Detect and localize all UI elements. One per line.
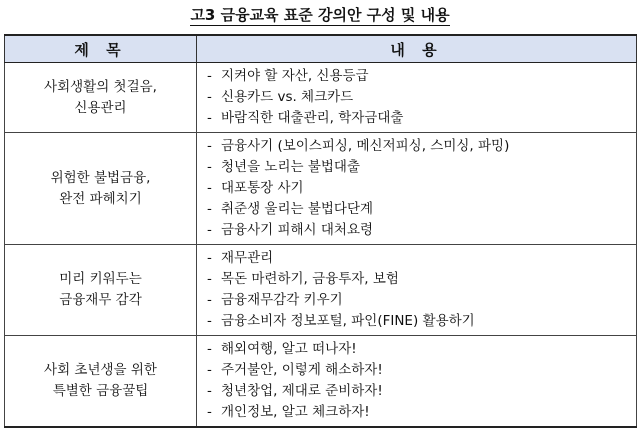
header-topic: 제 목: [5, 35, 197, 63]
content-item: - 재무관리: [207, 250, 274, 266]
table-row: [5, 336, 637, 428]
topic-line: 특별한 금융꿀팁: [52, 383, 149, 399]
content-cell: [197, 133, 637, 245]
content-item: - 신용카드 vs. 체크카드: [207, 89, 354, 105]
topic-line: 금융재무 감각: [59, 292, 142, 308]
content-item: - 금융재무감각 키우기: [207, 292, 343, 308]
content-item: - 주거불안, 이렇게 해소하자!: [207, 362, 383, 378]
content-item: - 청년을 노리는 불법대출: [207, 159, 360, 175]
content-cell: [197, 245, 637, 336]
header-row: [5, 35, 637, 63]
content-item: - 금융사기 피해시 대처요령: [207, 222, 374, 238]
lecture-table: [4, 34, 637, 428]
topic-cell: [5, 245, 197, 336]
topic-line: 신용관리: [74, 99, 127, 116]
topic-line: 사회생활의 첫걸음,: [44, 78, 157, 95]
content-item: - 지켜야 할 자산, 신용등급: [207, 68, 369, 84]
content-item: - 해외여행, 알고 떠나자!: [207, 341, 357, 357]
table-row: [5, 245, 637, 336]
content-item: - 개인정보, 알고 체크하자!: [207, 404, 370, 420]
content-cell: [197, 336, 637, 428]
topic-cell: [5, 336, 197, 428]
content-item: - 바람직한 대출관리, 학자금대출: [207, 110, 404, 126]
content-item: - 취준생 울리는 불법다단계: [207, 201, 374, 217]
topic-cell: [5, 133, 197, 245]
content-item: - 대포통장 사기: [207, 180, 304, 196]
table-row: [5, 63, 637, 133]
page-title: [0, 4, 640, 26]
topic-cell: [5, 63, 197, 133]
content-item: - 금융사기 (보이스피싱, 메신저피싱, 스미싱, 파밍): [207, 138, 510, 154]
content-item: - 청년창업, 제대로 준비하자!: [207, 383, 383, 399]
header-content: 내 용: [197, 35, 637, 63]
topic-line: 사회 초년생을 위한: [44, 362, 157, 378]
topic-line: 완전 파헤치기: [59, 190, 142, 207]
content-item: - 금융소비자 정보포털, 파인(FINE) 활용하기: [207, 313, 475, 329]
topic-line: 미리 키워두는: [59, 271, 142, 287]
topic-line: 위험한 불법금융,: [50, 169, 151, 186]
page-title-text: 고3 금융교육 표준 강의안 구성 및 내용: [190, 6, 450, 24]
table-row: [5, 133, 637, 245]
content-item: - 목돈 마련하기, 금융투자, 보험: [207, 271, 399, 287]
content-cell: [197, 63, 637, 133]
